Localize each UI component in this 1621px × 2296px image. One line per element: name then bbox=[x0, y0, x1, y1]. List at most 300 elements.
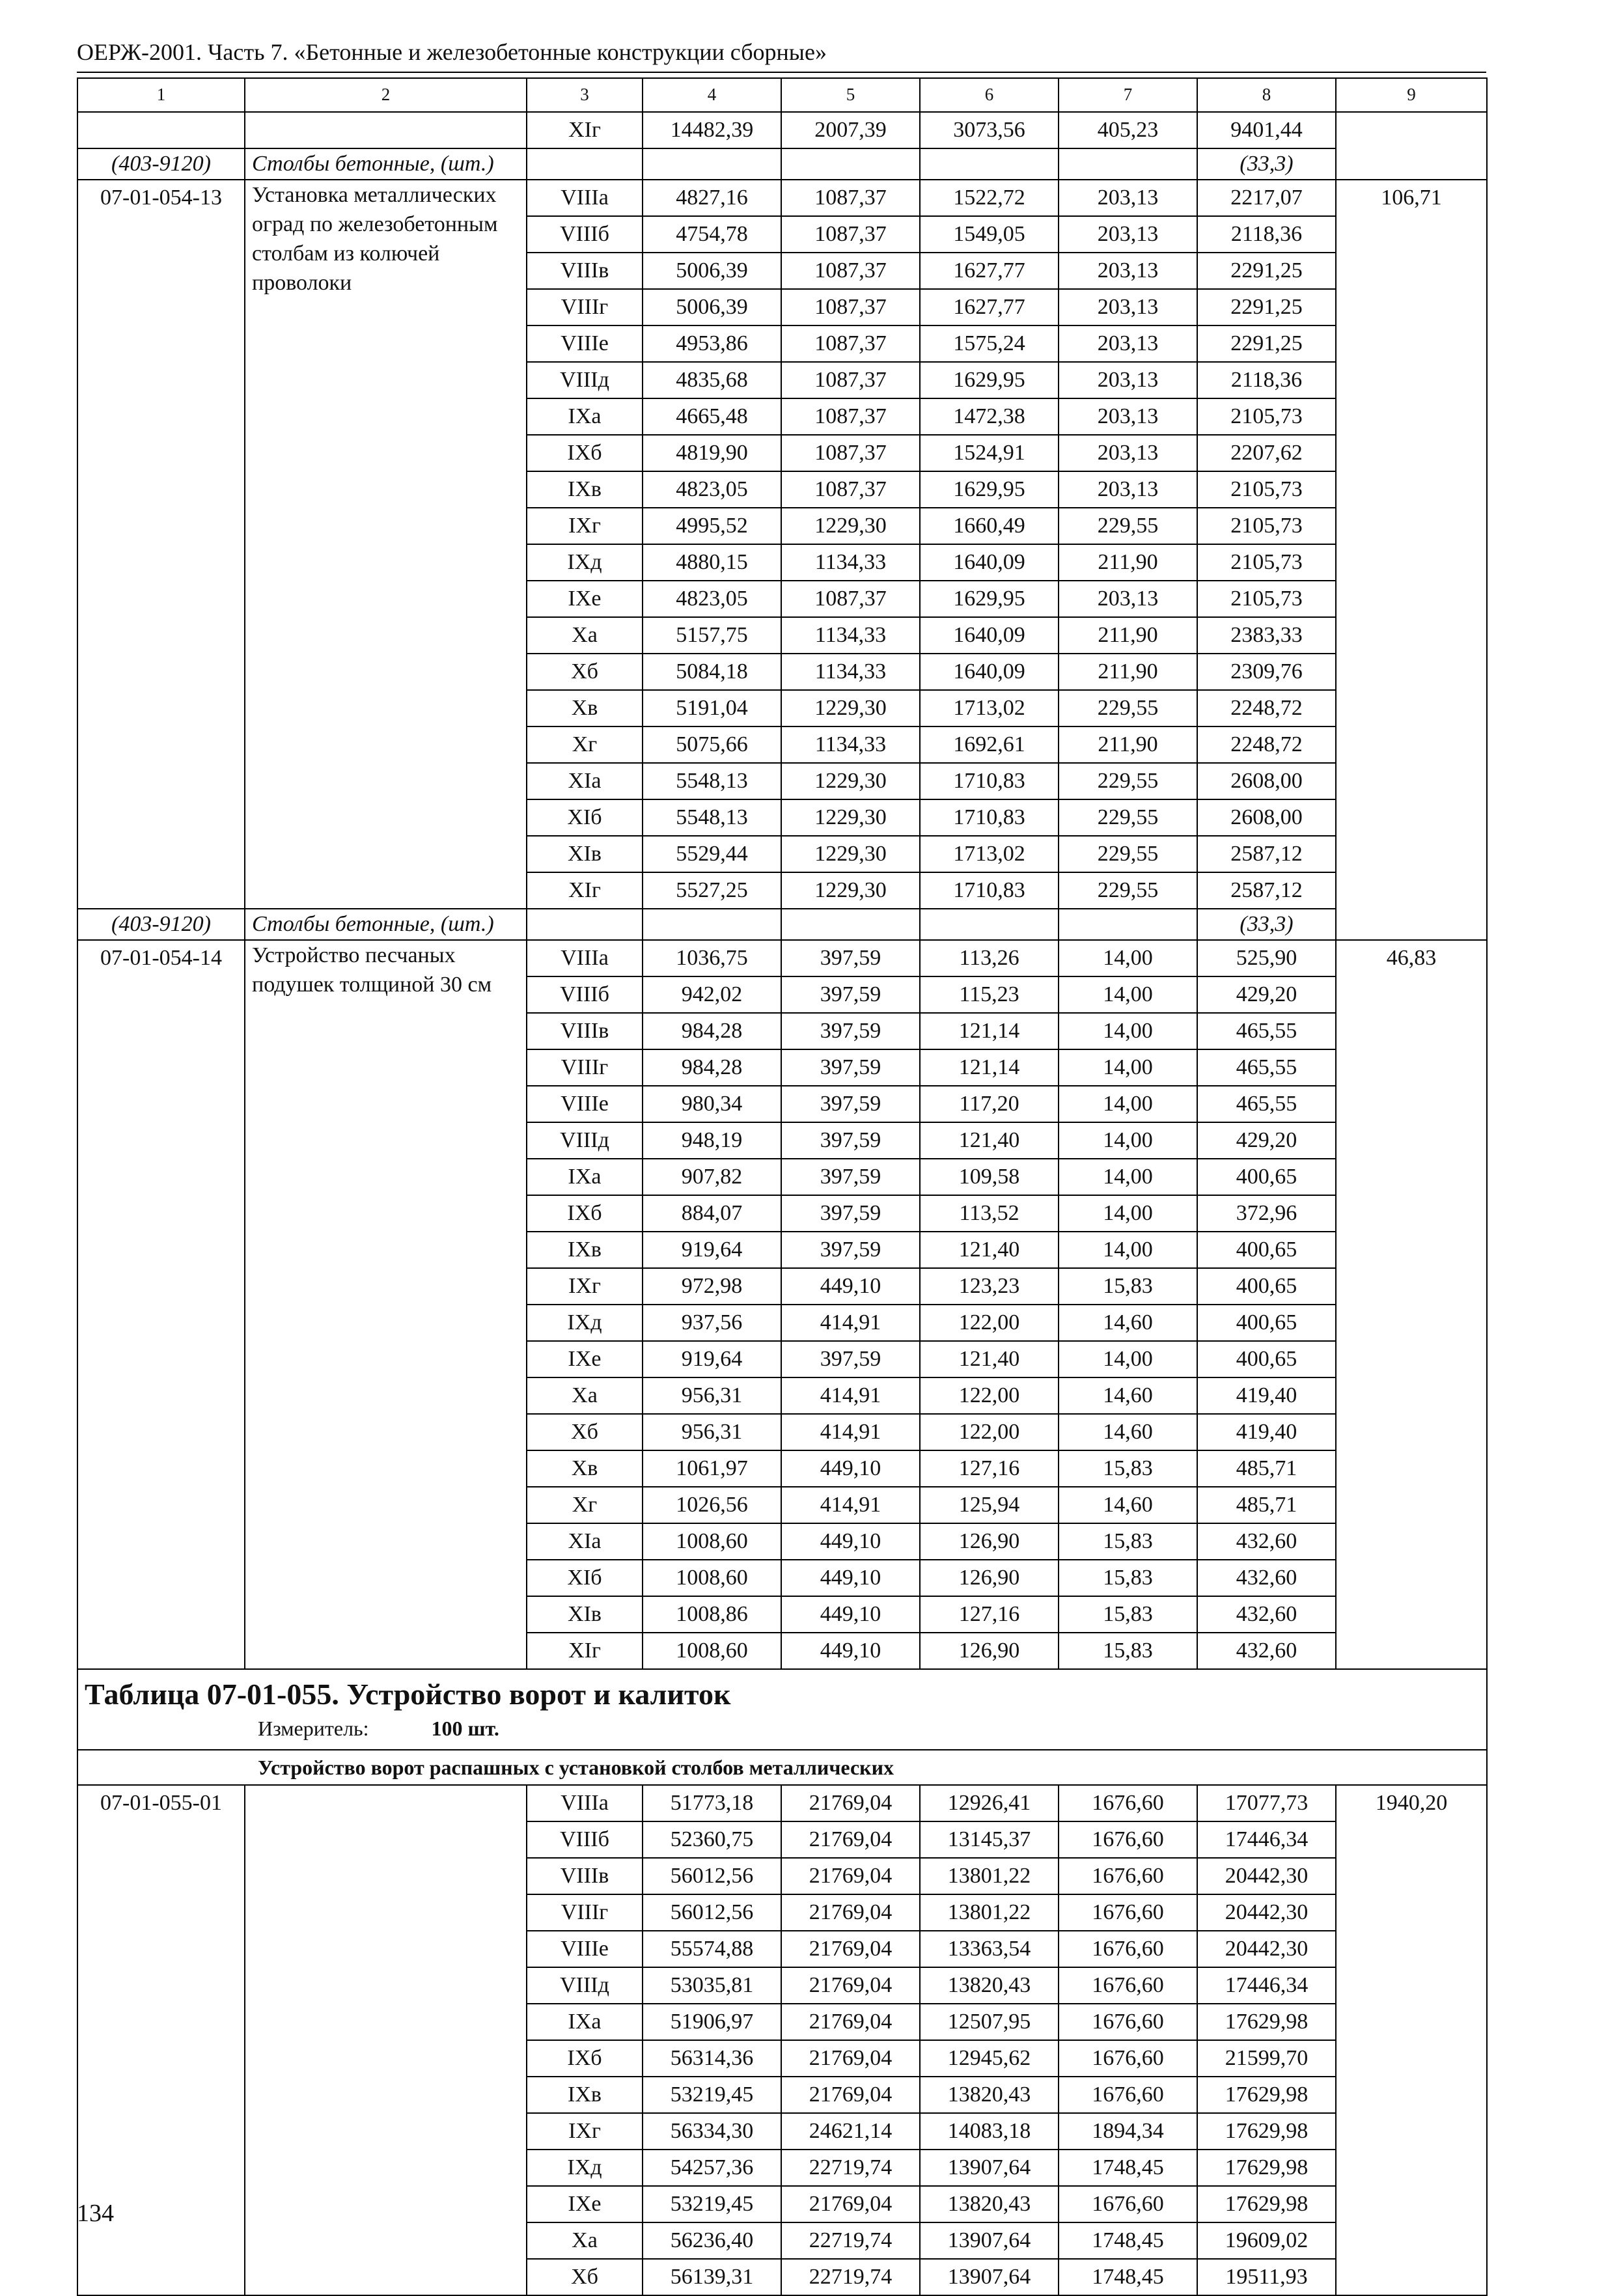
value-cell: 14,00 bbox=[1059, 1122, 1197, 1159]
value-cell: 115,23 bbox=[920, 976, 1059, 1013]
value-cell: 4835,68 bbox=[643, 362, 781, 398]
value-cell: 1748,45 bbox=[1059, 2222, 1197, 2259]
value-cell: 4880,15 bbox=[643, 544, 781, 581]
meter-label: Измеритель: bbox=[258, 1717, 369, 1740]
zone-cell: Xа bbox=[527, 617, 643, 654]
resource-row bbox=[77, 148, 1487, 180]
value-cell: 1026,56 bbox=[643, 1487, 781, 1523]
value-cell: 229,55 bbox=[1059, 836, 1197, 872]
item-code: 07-01-054-13 bbox=[77, 180, 245, 909]
item-description: Установка металлических оград по железобетонным столбам из колючей проволоки bbox=[245, 180, 527, 909]
value-cell: 121,40 bbox=[920, 1122, 1059, 1159]
value-cell: 20442,30 bbox=[1197, 1894, 1336, 1931]
value-cell: 1087,37 bbox=[781, 289, 920, 325]
item-description bbox=[245, 1785, 527, 2295]
value-cell: 14482,39 bbox=[643, 112, 781, 148]
column-number: 5 bbox=[781, 78, 920, 112]
value-cell: 414,91 bbox=[781, 1414, 920, 1450]
value-cell: 21769,04 bbox=[781, 1931, 920, 1967]
value-cell: 1676,60 bbox=[1059, 1894, 1197, 1931]
value-cell: 485,71 bbox=[1197, 1487, 1336, 1523]
empty-cell bbox=[781, 148, 920, 180]
value-cell: 937,56 bbox=[643, 1305, 781, 1341]
value-cell: 397,59 bbox=[781, 1013, 920, 1049]
zone-cell: VIIIд bbox=[527, 1122, 643, 1159]
column-number: 4 bbox=[643, 78, 781, 112]
value-cell: 419,40 bbox=[1197, 1377, 1336, 1414]
meter-line bbox=[258, 1715, 1486, 1741]
value-cell: 17629,98 bbox=[1197, 2186, 1336, 2222]
value-cell: 1134,33 bbox=[781, 544, 920, 581]
value-cell: 14,00 bbox=[1059, 1195, 1197, 1232]
value-cell: 203,13 bbox=[1059, 435, 1197, 471]
value-cell: 1087,37 bbox=[781, 216, 920, 253]
value-cell: 956,31 bbox=[643, 1377, 781, 1414]
value-cell: 2587,12 bbox=[1197, 872, 1336, 909]
column-number-row bbox=[77, 78, 1487, 112]
value-cell: 203,13 bbox=[1059, 362, 1197, 398]
value-cell: 1036,75 bbox=[643, 940, 781, 976]
rates-table bbox=[77, 77, 1488, 2296]
value-cell: 465,55 bbox=[1197, 1013, 1336, 1049]
value-cell: 2118,36 bbox=[1197, 216, 1336, 253]
value-cell: 414,91 bbox=[781, 1377, 920, 1414]
value-cell: 5006,39 bbox=[643, 289, 781, 325]
value-cell: 203,13 bbox=[1059, 289, 1197, 325]
section-title: Устройство ворот распашных с установкой столбов металлических bbox=[77, 1750, 1487, 1785]
value-cell: 907,82 bbox=[643, 1159, 781, 1195]
empty-cell bbox=[643, 909, 781, 940]
value-cell: 397,59 bbox=[781, 1341, 920, 1377]
value-cell: 19511,93 bbox=[1197, 2259, 1336, 2295]
value-cell: 17629,98 bbox=[1197, 2077, 1336, 2113]
value-cell: 3073,56 bbox=[920, 112, 1059, 148]
value-cell: 2608,00 bbox=[1197, 763, 1336, 799]
value-cell: 948,19 bbox=[643, 1122, 781, 1159]
labor-cost-cell: 1940,20 bbox=[1336, 1785, 1487, 2295]
value-cell: 53035,81 bbox=[643, 1967, 781, 2004]
zone-cell: IXа bbox=[527, 1159, 643, 1195]
value-cell: 984,28 bbox=[643, 1049, 781, 1086]
value-cell: 203,13 bbox=[1059, 216, 1197, 253]
value-cell: 1229,30 bbox=[781, 690, 920, 726]
value-cell: 121,14 bbox=[920, 1049, 1059, 1086]
value-cell: 2291,25 bbox=[1197, 325, 1336, 362]
resource-name: Столбы бетонные, (шт.) bbox=[245, 148, 527, 180]
value-cell: 1676,60 bbox=[1059, 1967, 1197, 2004]
value-cell: 17446,34 bbox=[1197, 1967, 1336, 2004]
zone-cell: VIIIв bbox=[527, 253, 643, 289]
value-cell: 432,60 bbox=[1197, 1523, 1336, 1560]
value-cell: 53219,45 bbox=[643, 2077, 781, 2113]
value-cell: 4819,90 bbox=[643, 435, 781, 471]
value-cell: 13907,64 bbox=[920, 2150, 1059, 2186]
value-cell: 203,13 bbox=[1059, 253, 1197, 289]
value-cell: 1710,83 bbox=[920, 872, 1059, 909]
column-number: 6 bbox=[920, 78, 1059, 112]
resource-qty: (33,3) bbox=[1197, 909, 1336, 940]
value-cell: 449,10 bbox=[781, 1268, 920, 1305]
zone-cell: VIIIг bbox=[527, 289, 643, 325]
value-cell: 2309,76 bbox=[1197, 654, 1336, 690]
zone-cell: VIIIб bbox=[527, 976, 643, 1013]
value-cell: 109,58 bbox=[920, 1159, 1059, 1195]
value-cell: 397,59 bbox=[781, 940, 920, 976]
item-code: 07-01-055-01 bbox=[77, 1785, 245, 2295]
value-cell: 5191,04 bbox=[643, 690, 781, 726]
value-cell: 1087,37 bbox=[781, 362, 920, 398]
value-cell: 5527,25 bbox=[643, 872, 781, 909]
value-cell: 397,59 bbox=[781, 1232, 920, 1268]
value-cell: 24621,14 bbox=[781, 2113, 920, 2150]
empty-cell bbox=[527, 909, 643, 940]
resource-code: (403-9120) bbox=[77, 909, 245, 940]
empty-cell bbox=[1059, 909, 1197, 940]
value-cell: 2105,73 bbox=[1197, 544, 1336, 581]
value-cell: 14,60 bbox=[1059, 1414, 1197, 1450]
value-cell: 1692,61 bbox=[920, 726, 1059, 763]
value-cell: 56314,36 bbox=[643, 2040, 781, 2077]
value-cell: 2207,62 bbox=[1197, 435, 1336, 471]
zone-cell: IXв bbox=[527, 2077, 643, 2113]
zone-cell: IXв bbox=[527, 471, 643, 508]
value-cell: 126,90 bbox=[920, 1523, 1059, 1560]
value-cell: 1676,60 bbox=[1059, 2004, 1197, 2040]
value-cell: 405,23 bbox=[1059, 112, 1197, 148]
value-cell: 229,55 bbox=[1059, 872, 1197, 909]
value-cell: 429,20 bbox=[1197, 976, 1336, 1013]
labor-cost-cell bbox=[1336, 112, 1487, 180]
value-cell: 1676,60 bbox=[1059, 1821, 1197, 1858]
value-cell: 13801,22 bbox=[920, 1858, 1059, 1894]
empty-cell bbox=[527, 148, 643, 180]
zone-cell: IXе bbox=[527, 1341, 643, 1377]
value-cell: 465,55 bbox=[1197, 1086, 1336, 1122]
value-cell: 55574,88 bbox=[643, 1931, 781, 1967]
value-cell: 14,00 bbox=[1059, 976, 1197, 1013]
value-cell: 113,52 bbox=[920, 1195, 1059, 1232]
rate-row bbox=[77, 1785, 1487, 1821]
value-cell: 13907,64 bbox=[920, 2222, 1059, 2259]
value-cell: 2217,07 bbox=[1197, 180, 1336, 216]
zone-cell: IXг bbox=[527, 508, 643, 544]
zone-cell: IXб bbox=[527, 1195, 643, 1232]
value-cell: 14,60 bbox=[1059, 1377, 1197, 1414]
value-cell: 14,60 bbox=[1059, 1487, 1197, 1523]
labor-cost-cell: 106,71 bbox=[1336, 180, 1487, 940]
value-cell: 419,40 bbox=[1197, 1414, 1336, 1450]
value-cell: 4823,05 bbox=[643, 471, 781, 508]
zone-cell: VIIIд bbox=[527, 362, 643, 398]
item-description bbox=[245, 112, 527, 148]
value-cell: 20442,30 bbox=[1197, 1858, 1336, 1894]
value-cell: 13820,43 bbox=[920, 2186, 1059, 2222]
value-cell: 432,60 bbox=[1197, 1596, 1336, 1633]
value-cell: 2291,25 bbox=[1197, 253, 1336, 289]
value-cell: 1894,34 bbox=[1059, 2113, 1197, 2150]
value-cell: 17446,34 bbox=[1197, 1821, 1336, 1858]
resource-qty: (33,3) bbox=[1197, 148, 1336, 180]
value-cell: 5548,13 bbox=[643, 763, 781, 799]
value-cell: 1087,37 bbox=[781, 180, 920, 216]
value-cell: 1676,60 bbox=[1059, 1858, 1197, 1894]
value-cell: 2248,72 bbox=[1197, 726, 1336, 763]
value-cell: 12926,41 bbox=[920, 1785, 1059, 1821]
value-cell: 397,59 bbox=[781, 1049, 920, 1086]
value-cell: 21769,04 bbox=[781, 1858, 920, 1894]
value-cell: 125,94 bbox=[920, 1487, 1059, 1523]
value-cell: 15,83 bbox=[1059, 1268, 1197, 1305]
value-cell: 2105,73 bbox=[1197, 581, 1336, 617]
table-title: Таблица 07-01-055. Устройство ворот и калиток bbox=[85, 1678, 731, 1711]
empty-cell bbox=[643, 148, 781, 180]
zone-cell: IXа bbox=[527, 398, 643, 435]
zone-cell: VIIIв bbox=[527, 1858, 643, 1894]
header-rule bbox=[77, 72, 1486, 73]
value-cell: 56334,30 bbox=[643, 2113, 781, 2150]
value-cell: 21769,04 bbox=[781, 1894, 920, 1931]
value-cell: 15,83 bbox=[1059, 1450, 1197, 1487]
value-cell: 1522,72 bbox=[920, 180, 1059, 216]
value-cell: 19609,02 bbox=[1197, 2222, 1336, 2259]
zone-cell: VIIIб bbox=[527, 216, 643, 253]
value-cell: 919,64 bbox=[643, 1341, 781, 1377]
zone-cell: Xа bbox=[527, 1377, 643, 1414]
value-cell: 21769,04 bbox=[781, 2186, 920, 2222]
value-cell: 127,16 bbox=[920, 1450, 1059, 1487]
value-cell: 1676,60 bbox=[1059, 1931, 1197, 1967]
value-cell: 21769,04 bbox=[781, 2077, 920, 2113]
value-cell: 203,13 bbox=[1059, 398, 1197, 435]
value-cell: 1008,86 bbox=[643, 1596, 781, 1633]
zone-cell: XIа bbox=[527, 763, 643, 799]
section-title-row bbox=[77, 1750, 1487, 1785]
value-cell: 1524,91 bbox=[920, 435, 1059, 471]
zone-cell: IXб bbox=[527, 435, 643, 471]
value-cell: 51906,97 bbox=[643, 2004, 781, 2040]
value-cell: 15,83 bbox=[1059, 1596, 1197, 1633]
value-cell: 1575,24 bbox=[920, 325, 1059, 362]
value-cell: 414,91 bbox=[781, 1305, 920, 1341]
zone-cell: Xб bbox=[527, 654, 643, 690]
value-cell: 211,90 bbox=[1059, 726, 1197, 763]
value-cell: 1627,77 bbox=[920, 253, 1059, 289]
column-number: 2 bbox=[245, 78, 527, 112]
value-cell: 21769,04 bbox=[781, 1967, 920, 2004]
value-cell: 449,10 bbox=[781, 1450, 920, 1487]
value-cell: 2105,73 bbox=[1197, 398, 1336, 435]
value-cell: 5006,39 bbox=[643, 253, 781, 289]
zone-cell: XIв bbox=[527, 1596, 643, 1633]
value-cell: 1472,38 bbox=[920, 398, 1059, 435]
value-cell: 21769,04 bbox=[781, 1821, 920, 1858]
value-cell: 884,07 bbox=[643, 1195, 781, 1232]
value-cell: 1710,83 bbox=[920, 763, 1059, 799]
value-cell: 9401,44 bbox=[1197, 112, 1336, 148]
value-cell: 1710,83 bbox=[920, 799, 1059, 836]
meter-value: 100 шт. bbox=[431, 1717, 499, 1740]
value-cell: 397,59 bbox=[781, 1159, 920, 1195]
zone-cell: VIIIе bbox=[527, 325, 643, 362]
zone-cell: Xб bbox=[527, 1414, 643, 1450]
value-cell: 2587,12 bbox=[1197, 836, 1336, 872]
value-cell: 1640,09 bbox=[920, 654, 1059, 690]
value-cell: 211,90 bbox=[1059, 617, 1197, 654]
value-cell: 956,31 bbox=[643, 1414, 781, 1450]
value-cell: 1676,60 bbox=[1059, 2186, 1197, 2222]
value-cell: 1134,33 bbox=[781, 726, 920, 763]
zone-cell: XIв bbox=[527, 836, 643, 872]
zone-cell: Xг bbox=[527, 726, 643, 763]
value-cell: 400,65 bbox=[1197, 1305, 1336, 1341]
value-cell: 113,26 bbox=[920, 940, 1059, 976]
value-cell: 1061,97 bbox=[643, 1450, 781, 1487]
value-cell: 4827,16 bbox=[643, 180, 781, 216]
value-cell: 919,64 bbox=[643, 1232, 781, 1268]
zone-cell: IXд bbox=[527, 544, 643, 581]
value-cell: 432,60 bbox=[1197, 1560, 1336, 1596]
value-cell: 56139,31 bbox=[643, 2259, 781, 2295]
rate-row bbox=[77, 180, 1487, 216]
value-cell: 17629,98 bbox=[1197, 2113, 1336, 2150]
value-cell: 2608,00 bbox=[1197, 799, 1336, 836]
value-cell: 211,90 bbox=[1059, 654, 1197, 690]
zone-cell: XIг bbox=[527, 1633, 643, 1669]
value-cell: 211,90 bbox=[1059, 544, 1197, 581]
value-cell: 203,13 bbox=[1059, 471, 1197, 508]
item-code: 07-01-054-14 bbox=[77, 940, 245, 1669]
value-cell: 1008,60 bbox=[643, 1560, 781, 1596]
value-cell: 397,59 bbox=[781, 1122, 920, 1159]
value-cell: 13363,54 bbox=[920, 1931, 1059, 1967]
zone-cell: XIб bbox=[527, 1560, 643, 1596]
empty-cell bbox=[781, 909, 920, 940]
zone-cell: IXа bbox=[527, 2004, 643, 2040]
value-cell: 117,20 bbox=[920, 1086, 1059, 1122]
value-cell: 2291,25 bbox=[1197, 289, 1336, 325]
value-cell: 5075,66 bbox=[643, 726, 781, 763]
zone-cell: XIг bbox=[527, 872, 643, 909]
value-cell: 1629,95 bbox=[920, 362, 1059, 398]
zone-cell: Xа bbox=[527, 2222, 643, 2259]
value-cell: 51773,18 bbox=[643, 1785, 781, 1821]
value-cell: 22719,74 bbox=[781, 2222, 920, 2259]
value-cell: 400,65 bbox=[1197, 1232, 1336, 1268]
value-cell: 5157,75 bbox=[643, 617, 781, 654]
value-cell: 2118,36 bbox=[1197, 362, 1336, 398]
value-cell: 1748,45 bbox=[1059, 2259, 1197, 2295]
zone-cell: IXд bbox=[527, 2150, 643, 2186]
value-cell: 397,59 bbox=[781, 1195, 920, 1232]
table-title-row bbox=[77, 1669, 1487, 1750]
running-header: ОЕРЖ-2001. Часть 7. «Бетонные и железобетонные конструкции сборные» bbox=[77, 39, 827, 65]
column-number: 7 bbox=[1059, 78, 1197, 112]
value-cell: 372,96 bbox=[1197, 1195, 1336, 1232]
zone-cell: Xг bbox=[527, 1487, 643, 1523]
value-cell: 21769,04 bbox=[781, 2004, 920, 2040]
value-cell: 13145,37 bbox=[920, 1821, 1059, 1858]
value-cell: 465,55 bbox=[1197, 1049, 1336, 1086]
value-cell: 203,13 bbox=[1059, 325, 1197, 362]
value-cell: 432,60 bbox=[1197, 1633, 1336, 1669]
value-cell: 5548,13 bbox=[643, 799, 781, 836]
value-cell: 13801,22 bbox=[920, 1894, 1059, 1931]
value-cell: 1629,95 bbox=[920, 581, 1059, 617]
value-cell: 14,00 bbox=[1059, 1232, 1197, 1268]
zone-cell: IXе bbox=[527, 2186, 643, 2222]
zone-cell: VIIIв bbox=[527, 1013, 643, 1049]
value-cell: 449,10 bbox=[781, 1596, 920, 1633]
value-cell: 400,65 bbox=[1197, 1159, 1336, 1195]
value-cell: 229,55 bbox=[1059, 690, 1197, 726]
zone-cell: XIа bbox=[527, 1523, 643, 1560]
value-cell: 21769,04 bbox=[781, 2040, 920, 2077]
value-cell: 203,13 bbox=[1059, 180, 1197, 216]
value-cell: 56012,56 bbox=[643, 1894, 781, 1931]
value-cell: 397,59 bbox=[781, 1086, 920, 1122]
value-cell: 1229,30 bbox=[781, 872, 920, 909]
value-cell: 56236,40 bbox=[643, 2222, 781, 2259]
value-cell: 1640,09 bbox=[920, 617, 1059, 654]
value-cell: 984,28 bbox=[643, 1013, 781, 1049]
item-description: Устройство песчаных подушек толщиной 30 см bbox=[245, 940, 527, 1669]
value-cell: 22719,74 bbox=[781, 2259, 920, 2295]
column-number: 1 bbox=[77, 78, 245, 112]
value-cell: 1087,37 bbox=[781, 435, 920, 471]
value-cell: 203,13 bbox=[1059, 581, 1197, 617]
value-cell: 121,40 bbox=[920, 1232, 1059, 1268]
value-cell: 121,14 bbox=[920, 1013, 1059, 1049]
value-cell: 12945,62 bbox=[920, 2040, 1059, 2077]
value-cell: 942,02 bbox=[643, 976, 781, 1013]
zone-cell: Xб bbox=[527, 2259, 643, 2295]
zone-cell: XIг bbox=[527, 112, 643, 148]
zone-cell: IXд bbox=[527, 1305, 643, 1341]
value-cell: 1629,95 bbox=[920, 471, 1059, 508]
value-cell: 4953,86 bbox=[643, 325, 781, 362]
zone-cell: VIIIа bbox=[527, 940, 643, 976]
value-cell: 1676,60 bbox=[1059, 2077, 1197, 2113]
value-cell: 397,59 bbox=[781, 976, 920, 1013]
zone-cell: VIIIд bbox=[527, 1967, 643, 2004]
table-title-cell bbox=[77, 1669, 1487, 1750]
zone-cell: IXг bbox=[527, 1268, 643, 1305]
value-cell: 14083,18 bbox=[920, 2113, 1059, 2150]
value-cell: 449,10 bbox=[781, 1560, 920, 1596]
zone-cell: IXг bbox=[527, 2113, 643, 2150]
value-cell: 1008,60 bbox=[643, 1633, 781, 1669]
empty-cell bbox=[920, 148, 1059, 180]
value-cell: 1087,37 bbox=[781, 471, 920, 508]
empty-cell bbox=[920, 909, 1059, 940]
value-cell: 485,71 bbox=[1197, 1450, 1336, 1487]
value-cell: 13907,64 bbox=[920, 2259, 1059, 2295]
value-cell: 14,00 bbox=[1059, 940, 1197, 976]
value-cell: 4823,05 bbox=[643, 581, 781, 617]
value-cell: 1229,30 bbox=[781, 836, 920, 872]
value-cell: 127,16 bbox=[920, 1596, 1059, 1633]
zone-cell: VIIIе bbox=[527, 1931, 643, 1967]
resource-row bbox=[77, 909, 1487, 940]
value-cell: 17629,98 bbox=[1197, 2150, 1336, 2186]
value-cell: 53219,45 bbox=[643, 2186, 781, 2222]
value-cell: 14,00 bbox=[1059, 1159, 1197, 1195]
value-cell: 1713,02 bbox=[920, 690, 1059, 726]
zone-cell: Xв bbox=[527, 690, 643, 726]
value-cell: 14,60 bbox=[1059, 1305, 1197, 1341]
value-cell: 21599,70 bbox=[1197, 2040, 1336, 2077]
page-number: 134 bbox=[77, 2200, 114, 2227]
